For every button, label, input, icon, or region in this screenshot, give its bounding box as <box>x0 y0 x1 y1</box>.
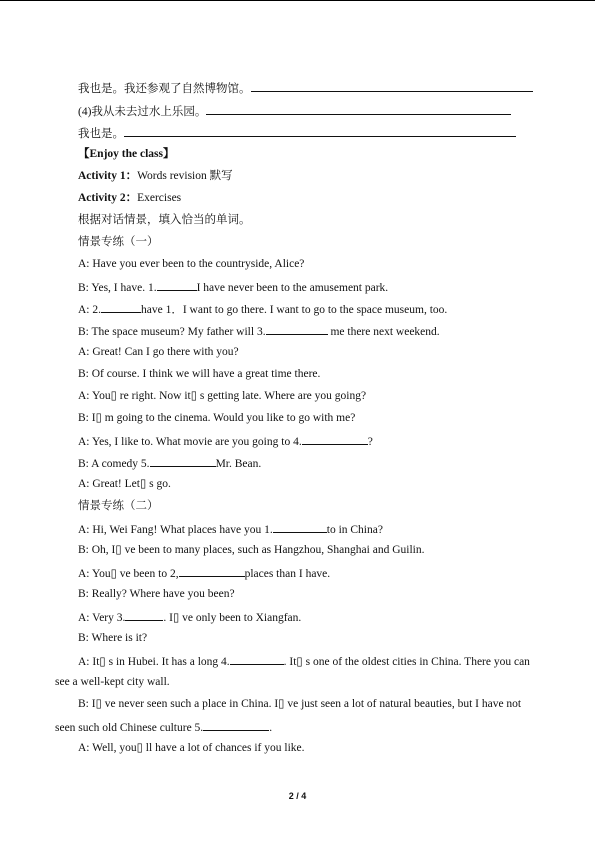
dialogue-line: A: You▯ ve been to 2, places than I have. <box>78 565 330 581</box>
answer-blank[interactable] <box>266 323 328 335</box>
dialogue-line: A: You▯ re right. Now it▯ s getting late. Where are you going? <box>78 390 367 402</box>
answer-blank[interactable] <box>302 433 368 445</box>
answer-blank[interactable] <box>251 80 533 92</box>
answer-blank[interactable] <box>124 125 516 137</box>
activity-1: Activity 1：Words revision 默写 <box>78 170 233 182</box>
dialogue-line-continued: seen such old Chinese culture 5. . <box>55 719 272 735</box>
activity-2: Activity 2：Exercises <box>78 192 182 204</box>
scenario-1-title: 情景专练（一） <box>78 236 159 248</box>
translation-line-1: 我也是。我还参观了自然博物馆。 <box>78 80 533 96</box>
answer-blank[interactable] <box>125 609 163 621</box>
dialogue-line: B: A comedy 5. Mr. Bean. <box>78 455 261 471</box>
answer-blank[interactable] <box>179 565 245 577</box>
dialogue-line: A: Very 3. . I▯ ve only been to Xiangfan. <box>78 609 301 625</box>
answer-blank[interactable] <box>101 301 141 313</box>
header-rule <box>0 0 595 1</box>
answer-blank[interactable] <box>157 279 197 291</box>
instruction: 根据对话情景，填入恰当的单词。 <box>78 214 251 226</box>
answer-blank[interactable] <box>206 103 511 115</box>
answer-blank[interactable] <box>150 455 216 467</box>
dialogue-line: A: Great! Can I go there with you? <box>78 346 239 358</box>
dialogue-line: B: Where is it? <box>78 632 148 644</box>
dialogue-line-continued: see a well-kept city wall. <box>55 676 170 688</box>
page-number: 2 / 4 <box>288 791 307 801</box>
scenario-2-title: 情景专练（二） <box>78 500 159 512</box>
dialogue-line: A: 2. have 1．I want to go there. I want to go to the space museum, too. <box>78 301 447 317</box>
dialogue-line: A: Hi, Wei Fang! What places have you 1. to in China? <box>78 521 383 537</box>
translation-line-3: 我也是。 <box>78 125 516 141</box>
dialogue-line: A: Have you ever been to the countryside, Alice? <box>78 258 305 270</box>
dialogue-line: B: Of course. I think we will have a great time there. <box>78 368 321 380</box>
dialogue-line: B: The space museum? My father will 3. me there next weekend. <box>78 323 440 339</box>
dialogue-line: A: It▯ s in Hubei. It has a long 4. . It▯ s one of the oldest cities in China. There you can <box>78 653 530 669</box>
dialogue-line: B: Really? Where have you been? <box>78 588 235 600</box>
dialogue-line: B: I▯ ve never seen such a place in China. I▯ ve just seen a lot of natural beauties, but I have not <box>78 698 522 710</box>
answer-blank[interactable] <box>203 719 269 731</box>
translation-line-2: (4)我从未去过水上乐园。 <box>78 103 511 119</box>
dialogue-line: B: Oh, I▯ ve been to many places, such as Hangzhou, Shanghai and Guilin. <box>78 544 425 556</box>
dialogue-line: B: Yes, I have. 1. I have never been to the amusement park. <box>78 279 388 295</box>
dialogue-line: B: I▯ m going to the cinema. Would you like to go with me? <box>78 412 356 424</box>
dialogue-line: A: Well, you▯ ll have a lot of chances if you like. <box>78 742 305 754</box>
answer-blank[interactable] <box>230 653 284 665</box>
dialogue-line: A: Great! Let▯ s go. <box>78 478 171 490</box>
section-heading: 【Enjoy the class】 <box>78 148 175 160</box>
dialogue-line: A: Yes, I like to. What movie are you going to 4. ? <box>78 433 373 449</box>
answer-blank[interactable] <box>273 521 327 533</box>
